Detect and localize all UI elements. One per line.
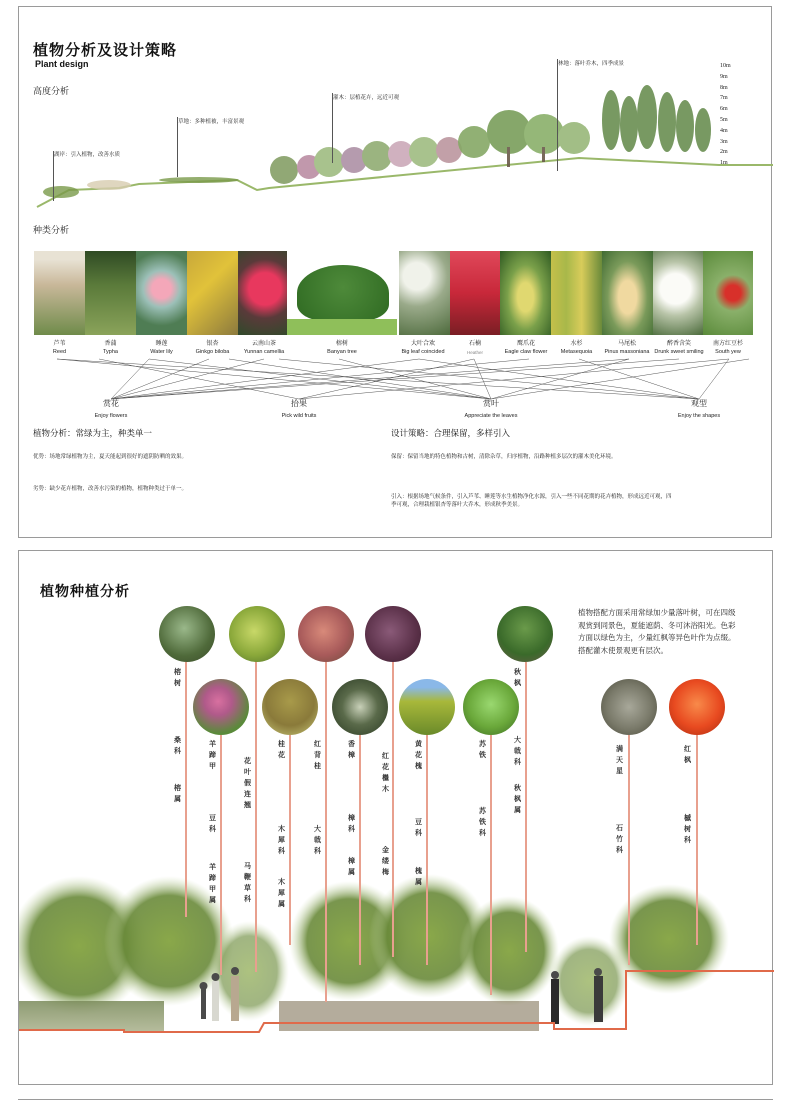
photo-ginkgo <box>187 251 238 335</box>
plant-cn: 南方红豆杉 <box>712 340 743 347</box>
leader-line <box>392 662 394 957</box>
plant-cn: 醉香含笑 <box>666 340 691 347</box>
callout-woodland: 林地：落叶乔木，四季成景 <box>558 61 625 67</box>
scale-tick: 8m <box>720 84 728 91</box>
circle-yellow-sophora <box>399 679 455 735</box>
category-cn: 赏花 <box>103 399 119 408</box>
plant-label <box>395 339 451 357</box>
plant-label <box>317 339 367 357</box>
scale-tick: 6m <box>720 106 728 113</box>
category-pick-fruits <box>269 398 329 422</box>
plant-cn: 水杉 <box>570 340 583 347</box>
plant-en: Pinus massoniana <box>604 349 650 355</box>
species-name: 香樟 <box>348 740 355 759</box>
species-genus: 羊蹄甲属 <box>209 863 216 904</box>
plant-cn: 香蒲 <box>104 340 117 347</box>
callout-shrub: 灌木：层植花卉，远近可观 <box>333 95 400 101</box>
scale-tick: 2m <box>720 149 728 156</box>
plant-label <box>651 339 707 357</box>
circle-camphor <box>332 679 388 735</box>
plant-cn: 鹰爪花 <box>516 340 535 347</box>
plant-label <box>136 339 187 357</box>
species-name: 红花檵木 <box>382 752 389 793</box>
species-family: 石竹科 <box>616 824 623 854</box>
introduce-text: 引入：根据场地气候条件，引入芦苇、睡莲等水生植物净化水源，引入一些不同花期的花卉植物，形成远近可观，四季可观，合理栽植银杏等落叶大乔木，形成秋季美景。 <box>391 494 672 508</box>
photo-eagle-claw <box>500 251 551 335</box>
height-scale <box>720 61 731 169</box>
panel-title: 植物种植分析 <box>40 584 130 600</box>
plant-en: Metasequoia <box>560 349 593 355</box>
plant-cn: 大叶合欢 <box>410 340 435 347</box>
plant-label <box>499 339 553 357</box>
leader-line <box>359 735 361 965</box>
landscape-section-illustration <box>19 851 774 1086</box>
species-genus: 槐属 <box>415 867 422 886</box>
species-genus: 榕属 <box>174 784 181 803</box>
photo-reed <box>34 251 85 335</box>
species-family: 金缕梅 <box>382 846 389 876</box>
callout-lawn: 草地：多种植被，丰富景观 <box>178 119 245 125</box>
leader-line <box>220 735 222 975</box>
species-family: 木犀科 <box>278 825 285 855</box>
plant-en: Yunnan camellia <box>243 349 285 355</box>
plant-cn: 银杏 <box>206 340 219 347</box>
category-connection-lines <box>19 357 773 402</box>
species-name: 红枫 <box>684 745 691 764</box>
leader-line <box>255 662 257 972</box>
species-name: 红背桂 <box>314 740 321 770</box>
plant-en: Drunk sweet smiling <box>654 349 704 355</box>
species-family: 桑科 <box>174 736 181 755</box>
plant-label <box>238 339 290 357</box>
photo-metasequoia <box>551 251 602 335</box>
leader-line <box>525 662 527 952</box>
leader-line <box>628 735 630 965</box>
species-name: 秋枫 <box>514 668 521 687</box>
species-genus: 木犀属 <box>278 878 285 908</box>
scale-tick: 7m <box>720 95 728 102</box>
planting-description: 植物搭配方面采用常绿加少量落叶树，可在四级观赏到同景色，夏能遮荫、冬可沐浴阳光。色彩方面以绿色为主，少量红枫等异色叶作为点缀。搭配灌木使景观更有层次。 <box>578 608 736 655</box>
species-family: 大戟科 <box>514 736 521 766</box>
plant-cn: 睡莲 <box>155 340 168 347</box>
photo-south-yew <box>703 251 753 335</box>
plant-cn: 芦苇 <box>53 340 66 347</box>
plant-label <box>703 339 753 357</box>
advantage-text: 优势：场地常绿植物为主，夏天能起到很好的遮阴防晒的效果。 <box>33 454 188 460</box>
circle-osmanthus <box>262 679 318 735</box>
height-analysis-label: 高度分析 <box>33 87 70 97</box>
plant-label <box>599 339 655 357</box>
category-enjoy-shapes <box>664 398 734 422</box>
callout-line <box>332 93 333 163</box>
circle-bischofia <box>497 606 553 662</box>
category-en: Enjoy the shapes <box>677 413 721 419</box>
plant-en: Typha <box>103 349 118 355</box>
category-appreciate-leaves <box>451 398 531 422</box>
circle-bauhinia <box>193 679 249 735</box>
category-cn: 赏叶 <box>483 399 499 408</box>
callout-line <box>177 117 178 177</box>
category-cn: 观型 <box>691 399 707 408</box>
planting-analysis-panel <box>18 550 773 1085</box>
height-section-drawing <box>19 62 773 212</box>
disadvantage-text: 劣势：缺少花卉植物，改善水污染的植物，植物种类过于单一。 <box>33 486 188 492</box>
panel-subtitle: Plant design <box>35 59 89 69</box>
photo-typha <box>85 251 136 335</box>
species-name: 黄花槐 <box>415 740 422 770</box>
leader-line <box>426 735 428 965</box>
category-en: Pick wild fruits <box>281 413 317 419</box>
plant-cn: 石楠 <box>468 340 481 347</box>
category-cn: 拾果 <box>291 399 307 408</box>
leader-line <box>490 735 492 995</box>
species-name: 榕树 <box>174 668 181 687</box>
plant-label <box>450 339 500 357</box>
strategy-heading: 设计策略：合理保留，多样引入 <box>391 429 511 439</box>
photo-camellia <box>238 251 287 335</box>
species-name: 花叶假连翘 <box>244 757 251 809</box>
circle-cycad <box>463 679 519 735</box>
photo-big-leaf-coincided <box>399 251 450 335</box>
plant-en: Eagle claw flower <box>504 349 548 355</box>
circle-loropetalum <box>365 606 421 662</box>
category-enjoy-flowers <box>81 398 141 422</box>
photo-banyan <box>287 251 397 335</box>
circle-red-maple <box>669 679 725 735</box>
photo-pinus <box>602 251 653 335</box>
scale-tick: 10m <box>720 63 731 69</box>
leader-line <box>185 662 187 917</box>
leader-line <box>325 662 327 1002</box>
plant-cn: 榕树 <box>335 340 348 347</box>
species-family: 槭树科 <box>684 814 691 844</box>
plant-en: Ginkgo biloba <box>195 349 230 355</box>
circle-gypsophila <box>601 679 657 735</box>
circle-banyan <box>159 606 215 662</box>
species-genus: 樟属 <box>348 857 355 876</box>
plant-label <box>85 339 136 357</box>
callout-lakeshore: 湖岸：引入植物，改善水质 <box>54 152 121 158</box>
species-name: 桂花 <box>278 740 285 759</box>
plant-cn: 马尾松 <box>617 340 636 347</box>
plant-design-panel <box>18 6 772 538</box>
photo-heather <box>450 251 500 335</box>
plant-en: Heather <box>466 350 483 355</box>
scale-tick: 3m <box>720 138 728 145</box>
photo-drunk-sweet <box>653 251 703 335</box>
species-family: 马鞭草科 <box>244 862 251 903</box>
plant-analysis-heading: 植物分析：常绿为主，种类单一 <box>33 429 153 439</box>
scale-tick: 9m <box>720 73 728 80</box>
plant-en: South yew <box>715 349 741 355</box>
species-name: 羊蹄甲 <box>209 740 216 770</box>
species-family: 大戟科 <box>314 825 321 855</box>
circle-false-dewdrop <box>229 606 285 662</box>
plant-cn: 云南山茶 <box>251 340 276 347</box>
circle-red-back-gui <box>298 606 354 662</box>
scale-tick: 5m <box>720 116 728 123</box>
category-en: Enjoy flowers <box>94 413 128 419</box>
plant-label <box>187 339 238 357</box>
scale-tick: 4m <box>720 127 728 134</box>
plant-label <box>551 339 602 357</box>
leader-line <box>696 735 698 945</box>
species-family: 樟科 <box>348 814 355 833</box>
retain-text: 保留：保留当地的特色植物和古树，清除杂草，归序植物，沿路种植多层次的灌木美化环境。 <box>391 454 617 460</box>
plant-en: Water lily <box>150 349 173 355</box>
leader-line <box>289 735 291 945</box>
species-family: 豆科 <box>415 818 422 837</box>
plant-en: Big leaf coincided <box>401 349 445 355</box>
scale-tick: 1m <box>720 160 728 167</box>
plant-en: Banyan tree <box>327 349 357 355</box>
page-divider <box>18 1099 773 1100</box>
species-name: 满天星 <box>616 745 623 775</box>
species-family: 苏铁科 <box>479 807 486 837</box>
species-genus: 秋枫属 <box>514 784 521 814</box>
category-en: Appreciate the leaves <box>464 413 518 419</box>
plant-en: Reed <box>52 349 67 355</box>
species-name: 苏铁 <box>479 740 486 759</box>
photo-water-lily <box>136 251 187 335</box>
panel-title: 植物分析及设计策略 <box>33 41 178 59</box>
species-family: 豆科 <box>209 814 216 833</box>
plant-label <box>34 339 85 357</box>
species-analysis-label: 种类分析 <box>33 226 70 236</box>
callout-line <box>557 59 558 171</box>
callout-line <box>53 151 54 201</box>
